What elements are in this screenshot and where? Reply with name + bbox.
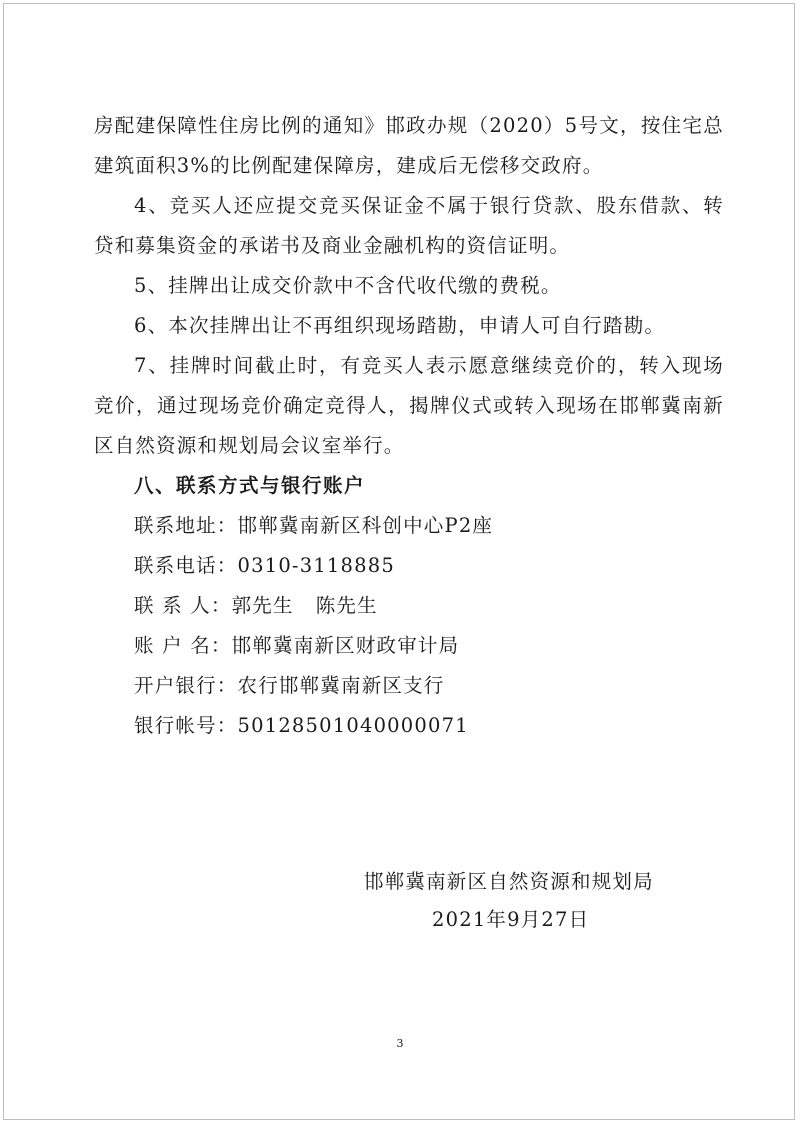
paragraph-continuation: 房配建保障性住房比例的通知》邯政办规（2020）5号文，按住宅总建筑面积3%的比例配建保障房，建成后无偿移交政府。 <box>94 114 724 177</box>
document-body <box>94 106 724 746</box>
paragraph-item-6: 6、本次挂牌出让不再组织现场踏勘，申请人可自行踏勘。 <box>134 314 666 337</box>
contact-phone: 联系电话：0310-3118885 <box>134 554 395 577</box>
contact-person-2: 陈先生 <box>315 594 378 617</box>
issuer-signature: 邯郸冀南新区自然资源和规划局 <box>364 870 654 893</box>
account-name: 账 户 名：邯郸冀南新区财政审计局 <box>134 634 460 657</box>
paragraph-item-4: 4、竞买人还应提交竞买保证金不属于银行贷款、股东借款、转贷和募集资金的承诺书及商业金融机构的资信证明。 <box>94 194 724 257</box>
contact-person-1: 郭先生 <box>231 594 294 617</box>
account-number: 银行帐号：50128501040000071 <box>134 714 469 737</box>
issue-date: 2021年9月27日 <box>432 908 590 931</box>
contact-persons <box>94 586 724 626</box>
section-heading: 八、联系方式与银行账户 <box>134 474 366 497</box>
paragraph-item-7: 7、挂牌时间截止时，有竞买人表示愿意继续竞价的，转入现场竞价，通过现场竞价确定竞得人，揭牌仪式或转入现场在邯郸冀南新区自然资源和规划局会议室举行。 <box>94 354 724 457</box>
paragraph-item-5: 5、挂牌出让成交价款中不含代收代缴的费税。 <box>134 274 562 297</box>
page-number: 3 <box>396 1037 404 1050</box>
contact-address: 联系地址：邯郸冀南新区科创中心P2座 <box>134 514 494 537</box>
bank-name: 开户银行：农行邯郸冀南新区支行 <box>134 674 445 697</box>
contact-person-label: 联 系 人： <box>134 594 232 617</box>
